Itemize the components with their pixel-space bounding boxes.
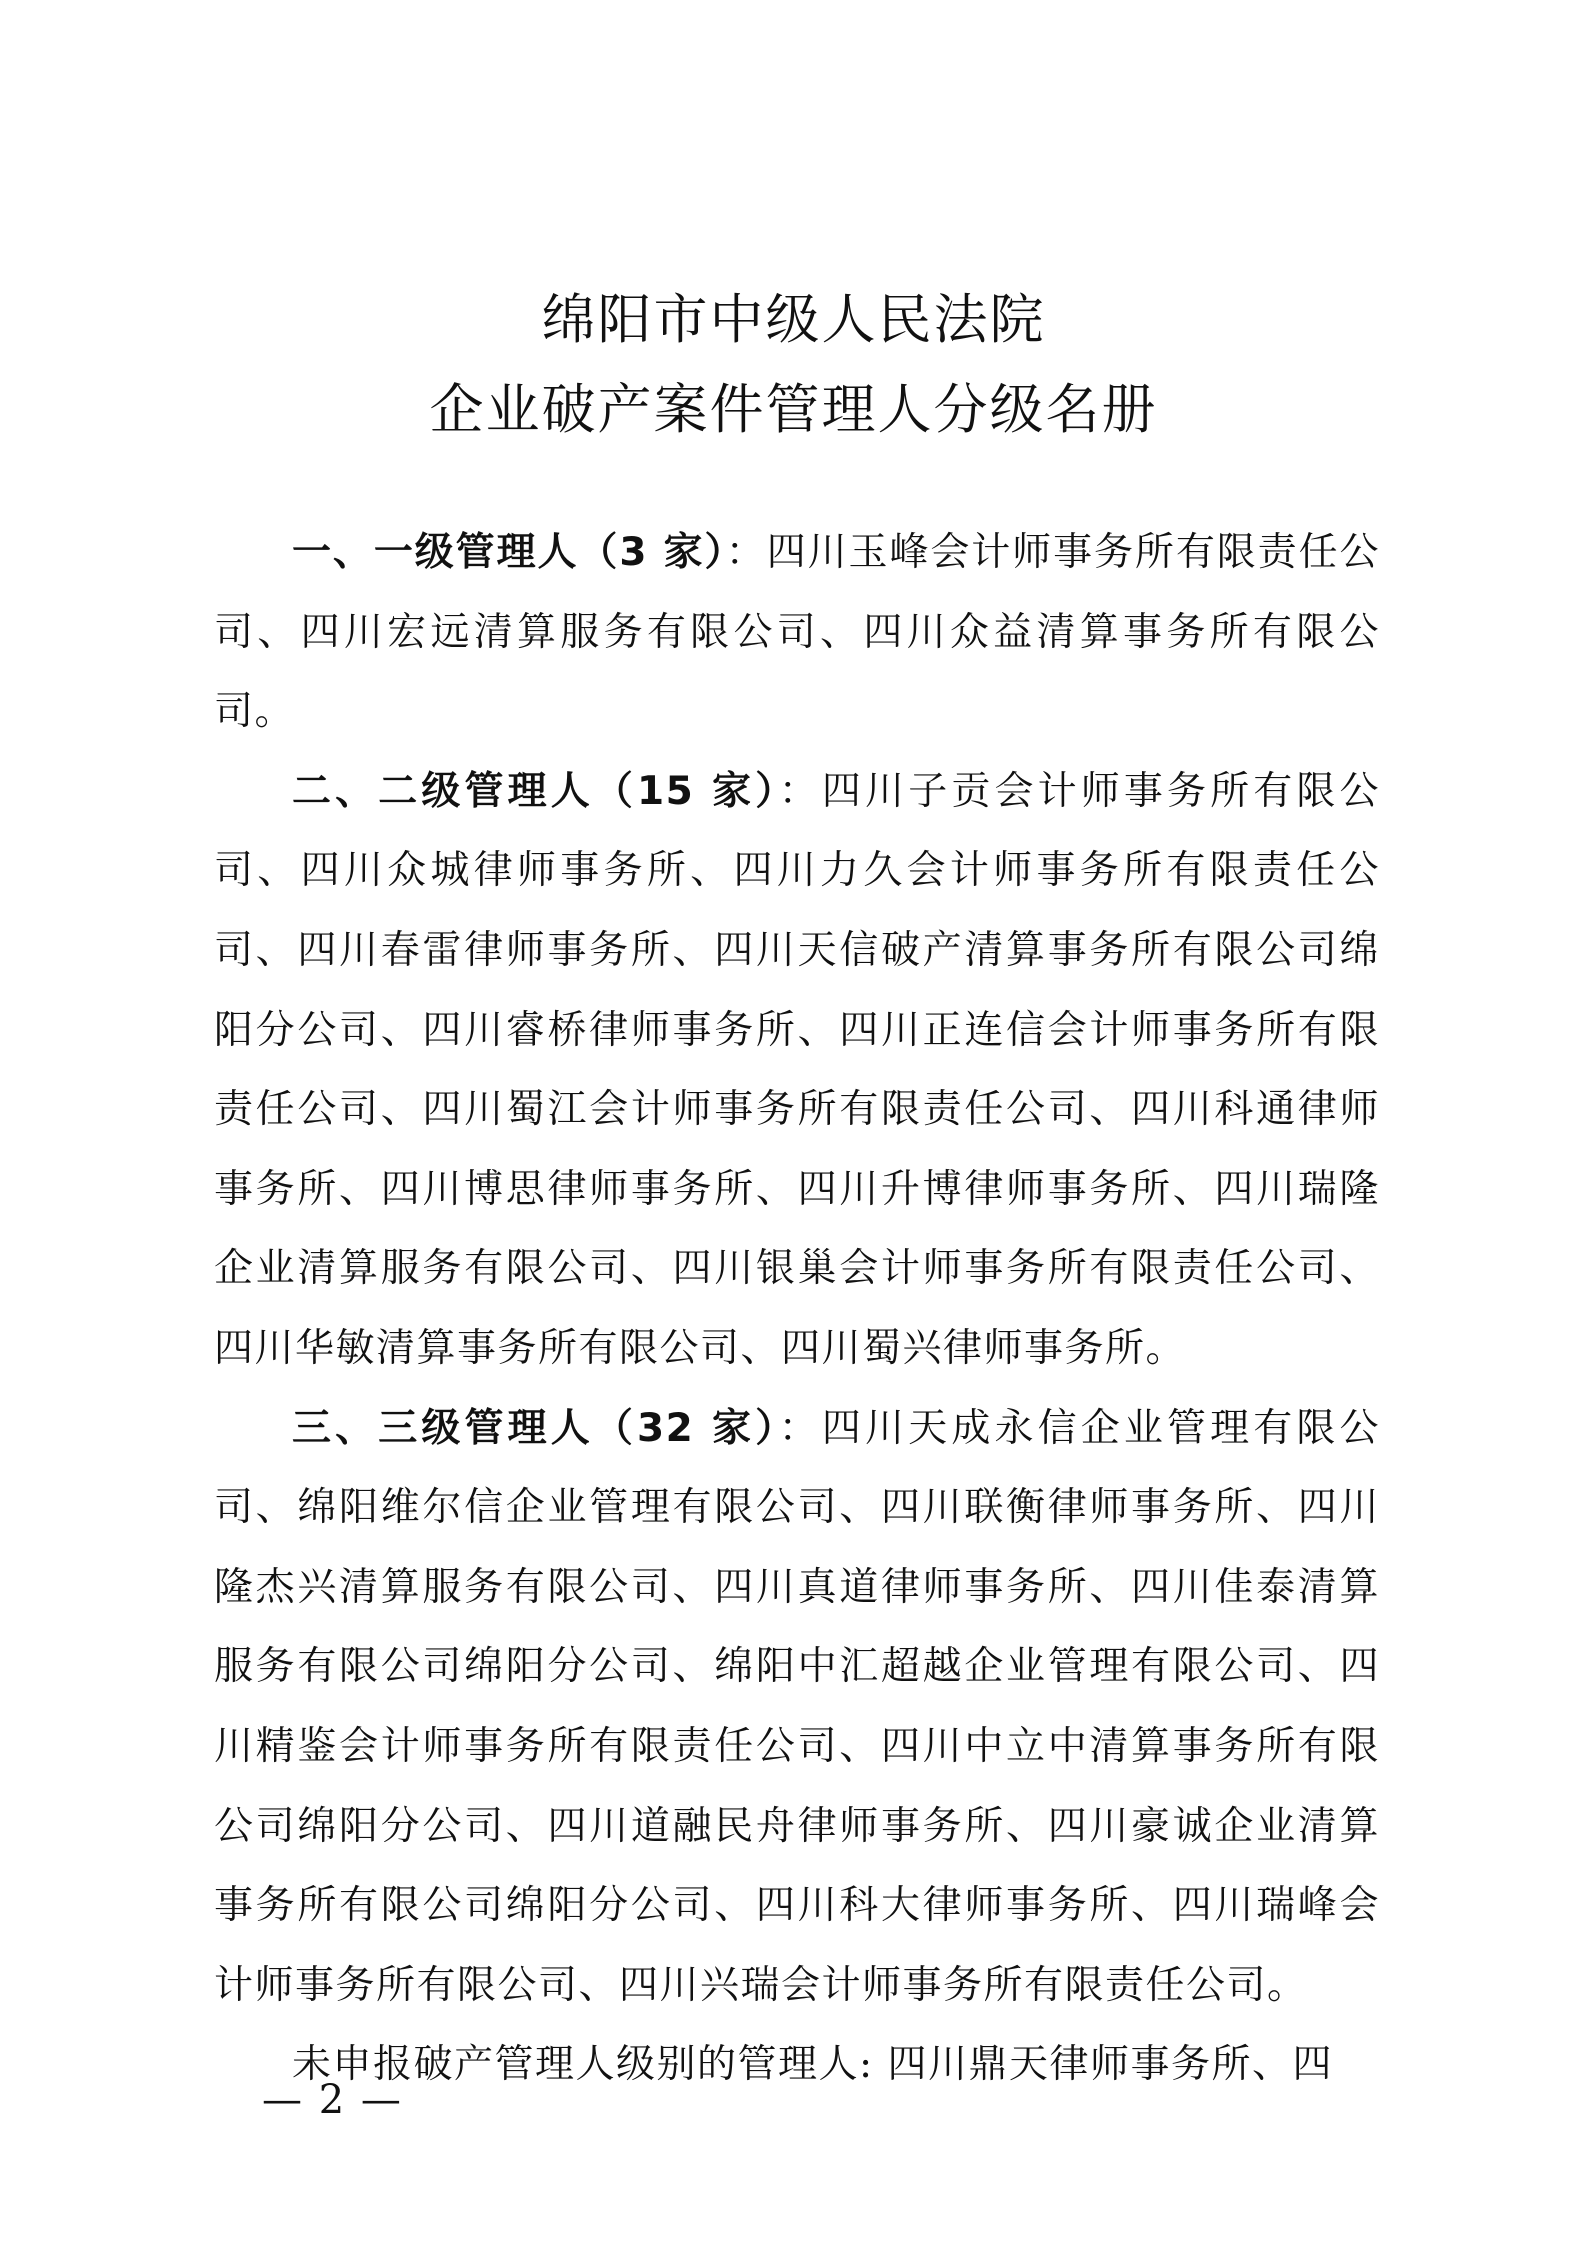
section-heading: 二、二级管理人（15 家） — [292, 768, 779, 814]
section-heading: 三、三级管理人（32 家） — [292, 1405, 779, 1451]
title-line-court: 绵阳市中级人民法院 — [541, 288, 1046, 351]
section-level-2 — [214, 752, 1380, 1389]
section-content: ：四川玉峰会计师事务所有限责任公司、四川宏远清算服务有限公司、四川众益清算事务所有限公司。 — [214, 530, 1380, 735]
section-heading: 一、一级管理人（3 家） — [292, 530, 726, 575]
document-title — [0, 275, 1587, 455]
document-body — [214, 513, 1380, 2105]
page-number: — 2 — — [262, 2077, 403, 2123]
section-unreported: 未申报破产管理人级别的管理人: 四川鼎天律师事务所、四 — [292, 2042, 1334, 2088]
section-level-1 — [214, 513, 1380, 752]
section-level-3 — [214, 1389, 1380, 2026]
title-line-register: 企业破产案件管理人分级名册 — [429, 378, 1158, 441]
section-content: ：四川子贡会计师事务所有限公司、四川众城律师事务所、四川力久会计师事务所有限责任公司、四川春雷律师事务所、四川天信破产清算事务所有限公司绵阳分公司、四川睿桥律师事务所、四川正连信会计师事务所有限责任公司、四川蜀江会计师事务所有限责任公司、四川科通律师事务所、四川博思律师事务所、四川升博律师事务所、四川瑞隆企业清算服务有限公司、四川银巢会计师事务所有限责任公司、四川华敏清算事务所有限公司、四川蜀兴律师事务所。 — [214, 768, 1380, 1371]
section-content: ：四川天成永信企业管理有限公司、绵阳维尔信企业管理有限公司、四川联衡律师事务所、四川隆杰兴清算服务有限公司、四川真道律师事务所、四川佳泰清算服务有限公司绵阳分公司、绵阳中汇超越企业管理有限公司、四川精鉴会计师事务所有限责任公司、四川中立中清算事务所有限公司绵阳分公司、四川道融民舟律师事务所、四川豪诚企业清算事务所有限公司绵阳分公司、四川科大律师事务所、四川瑞峰会计师事务所有限公司、四川兴瑞会计师事务所有限责任公司。 — [214, 1405, 1380, 2008]
